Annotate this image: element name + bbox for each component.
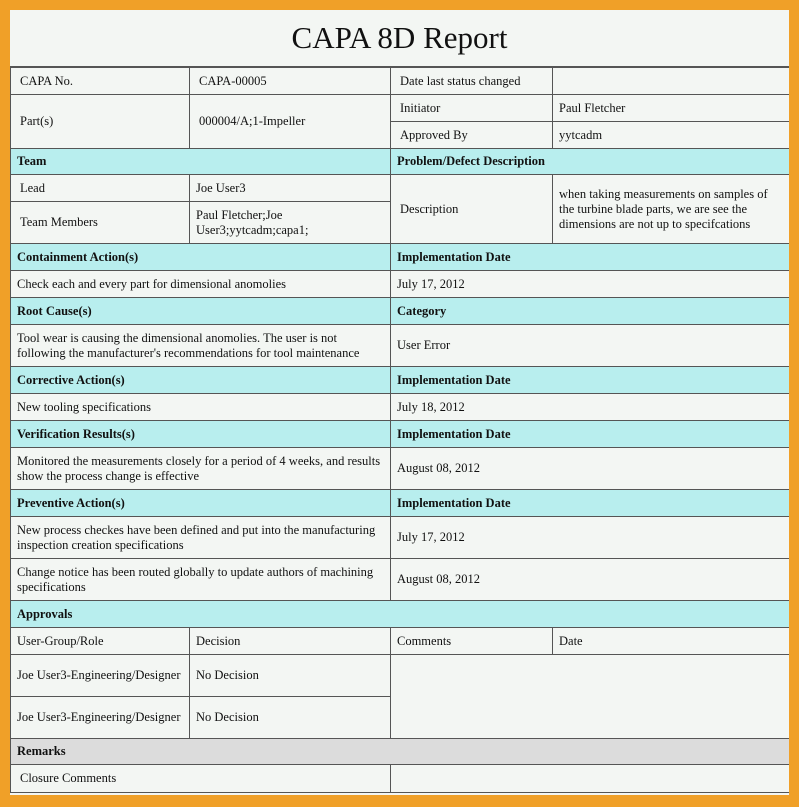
report-title: CAPA 8D Report: [10, 10, 789, 67]
category-value: User Error: [391, 325, 790, 367]
containment-header: Containment Action(s): [11, 244, 391, 271]
preventive-action: New process checkes have been defined and put into the manufacturing inspection creation specifications: [11, 517, 391, 559]
containment-header-row: [11, 244, 790, 271]
preventive-date-header: Implementation Date: [391, 490, 790, 517]
team-members-label: Team Members: [11, 202, 190, 244]
corrective-header-row: [11, 367, 790, 394]
approved-by-value: yytcadm: [553, 122, 790, 149]
root-cause-header-row: [11, 298, 790, 325]
preventive-header-row: [11, 490, 790, 517]
root-cause-row: [11, 325, 790, 367]
corrective-row: [11, 394, 790, 421]
approvals-header: Approvals: [11, 601, 790, 628]
initiator-value: Paul Fletcher: [553, 95, 790, 122]
closure-label: Closure Comments: [11, 765, 391, 793]
approvals-col-role: User-Group/Role: [11, 628, 190, 655]
team-header-row: [11, 149, 790, 175]
containment-date: July 17, 2012: [391, 271, 790, 298]
problem-header: Problem/Defect Description: [391, 149, 790, 175]
approval-role: Joe User3-Engineering/Designer: [11, 655, 190, 697]
approval-row: [11, 655, 790, 697]
verification-value: Monitored the measurements closely for a period of 4 weeks, and results show the process change is effective: [11, 448, 391, 490]
lead-value: Joe User3: [190, 175, 391, 202]
verification-date-header: Implementation Date: [391, 421, 790, 448]
approved-by-label: Approved By: [391, 122, 553, 149]
lead-label: Lead: [11, 175, 190, 202]
containment-date-header: Implementation Date: [391, 244, 790, 271]
initiator-row: [11, 95, 790, 122]
corrective-date-header: Implementation Date: [391, 367, 790, 394]
root-cause-value: Tool wear is causing the dimensional anomolies. The user is not following the manufacturer's recommendations for tool maintenance: [11, 325, 391, 367]
verification-row: [11, 448, 790, 490]
parts-label: Part(s): [11, 95, 190, 149]
closure-row: [11, 765, 790, 793]
approvals-col-comments: Comments: [391, 628, 553, 655]
corrective-value: New tooling specifications: [11, 394, 391, 421]
verification-date: August 08, 2012: [391, 448, 790, 490]
report-table: [10, 67, 789, 793]
preventive-row: [11, 559, 790, 601]
verification-header: Verification Results(s): [11, 421, 391, 448]
approvals-col-date: Date: [553, 628, 790, 655]
preventive-action: Change notice has been routed globally to update authors of machining specifications: [11, 559, 391, 601]
team-members-value: Paul Fletcher;Joe User3;yytcadm;capa1;: [190, 202, 391, 244]
preventive-row: [11, 517, 790, 559]
category-header: Category: [391, 298, 790, 325]
capa-no-value: CAPA-00005: [190, 68, 391, 95]
description-value: when taking measurements on samples of the turbine blade parts, we are see the dimensions are not up to specifcations: [553, 175, 790, 244]
parts-value: 000004/A;1-Impeller: [190, 95, 391, 149]
description-label: Description: [391, 175, 553, 244]
approvals-header-row: [11, 601, 790, 628]
verification-header-row: [11, 421, 790, 448]
team-header: Team: [11, 149, 391, 175]
remarks-header: Remarks: [11, 739, 790, 765]
containment-row: [11, 271, 790, 298]
closure-value: [391, 765, 790, 793]
approval-decision: No Decision: [190, 655, 391, 697]
approvals-col-decision: Decision: [190, 628, 391, 655]
remarks-header-row: [11, 739, 790, 765]
capa-report: [10, 10, 789, 795]
root-cause-header: Root Cause(s): [11, 298, 391, 325]
capa-no-label: CAPA No.: [11, 68, 190, 95]
approvals-columns-row: [11, 628, 790, 655]
approval-decision: No Decision: [190, 697, 391, 739]
capa-no-row: [11, 68, 790, 95]
corrective-date: July 18, 2012: [391, 394, 790, 421]
lead-row: [11, 175, 790, 202]
preventive-date: July 17, 2012: [391, 517, 790, 559]
preventive-date: August 08, 2012: [391, 559, 790, 601]
preventive-header: Preventive Action(s): [11, 490, 391, 517]
date-last-status-value: [553, 68, 790, 95]
initiator-label: Initiator: [391, 95, 553, 122]
corrective-header: Corrective Action(s): [11, 367, 391, 394]
approval-comments-area: [391, 655, 790, 739]
containment-value: Check each and every part for dimensional anomolies: [11, 271, 391, 298]
date-last-status-label: Date last status changed: [391, 68, 553, 95]
approval-role: Joe User3-Engineering/Designer: [11, 697, 190, 739]
